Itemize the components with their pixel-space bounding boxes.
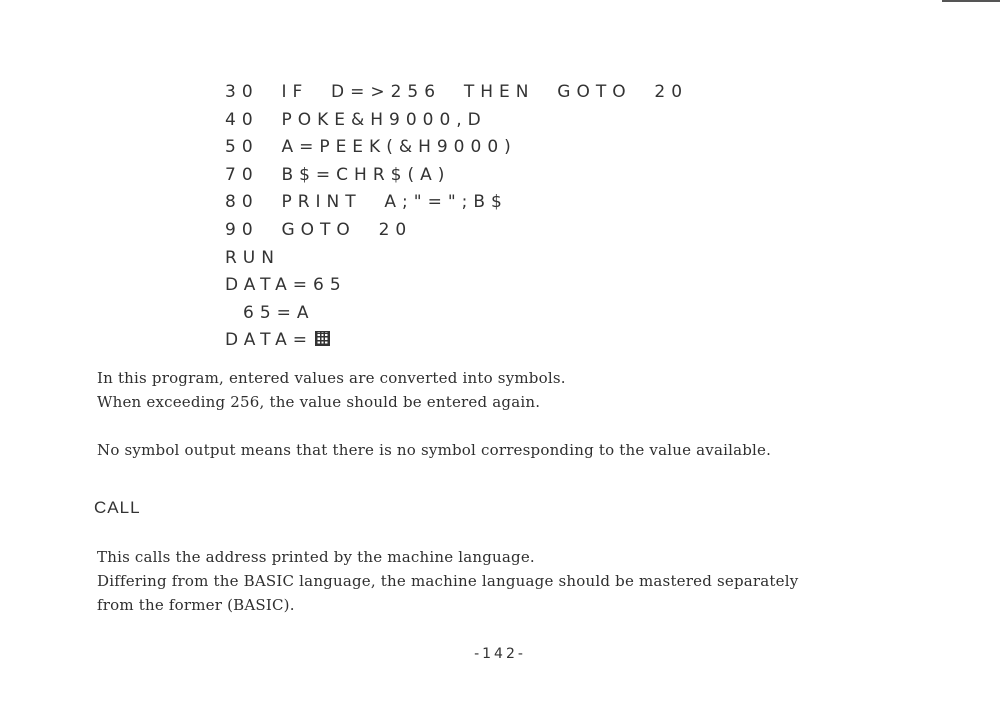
- code-line: 70 B$=CHR$(A): [225, 164, 451, 185]
- code-line: 30 IF D=>256 THEN GOTO 20: [225, 82, 689, 102]
- code-line: 50 A=PEEK(&H9000): [225, 137, 517, 158]
- text-line: from the former (BASIC).: [97, 596, 295, 614]
- code-line: 65=A: [243, 302, 315, 323]
- code-line-prompt: [225, 327, 688, 355]
- code-line: RUN: [225, 247, 280, 268]
- section-heading-call: CALL: [94, 498, 141, 517]
- text-line: This calls the address printed by the machine language.: [97, 548, 535, 566]
- text-line: No symbol output means that there is no symbol corresponding to the value available.: [97, 441, 772, 459]
- text-line: When exceeding 256, the value should be entered again.: [97, 393, 541, 411]
- code-line: 40 POKE&H9000,D: [225, 109, 487, 130]
- page-number: -142-: [474, 646, 526, 662]
- call-description-paragraph: [97, 545, 798, 617]
- basic-code-listing: [225, 79, 688, 355]
- prompt-text: DATA=: [225, 330, 314, 351]
- note-paragraph: [97, 438, 771, 462]
- explanation-paragraph: [97, 366, 566, 414]
- code-line: 90 GOTO 20: [225, 219, 413, 240]
- cursor-block-icon: [315, 331, 330, 346]
- top-edge-rule: [942, 0, 1000, 2]
- code-line: DATA=65: [225, 275, 347, 296]
- text-line: Differing from the BASIC language, the machine language should be mastered separately: [97, 572, 799, 590]
- text-line: In this program, entered values are converted into symbols.: [97, 369, 566, 387]
- code-line: 80 PRINT A;"=";B$: [225, 192, 508, 213]
